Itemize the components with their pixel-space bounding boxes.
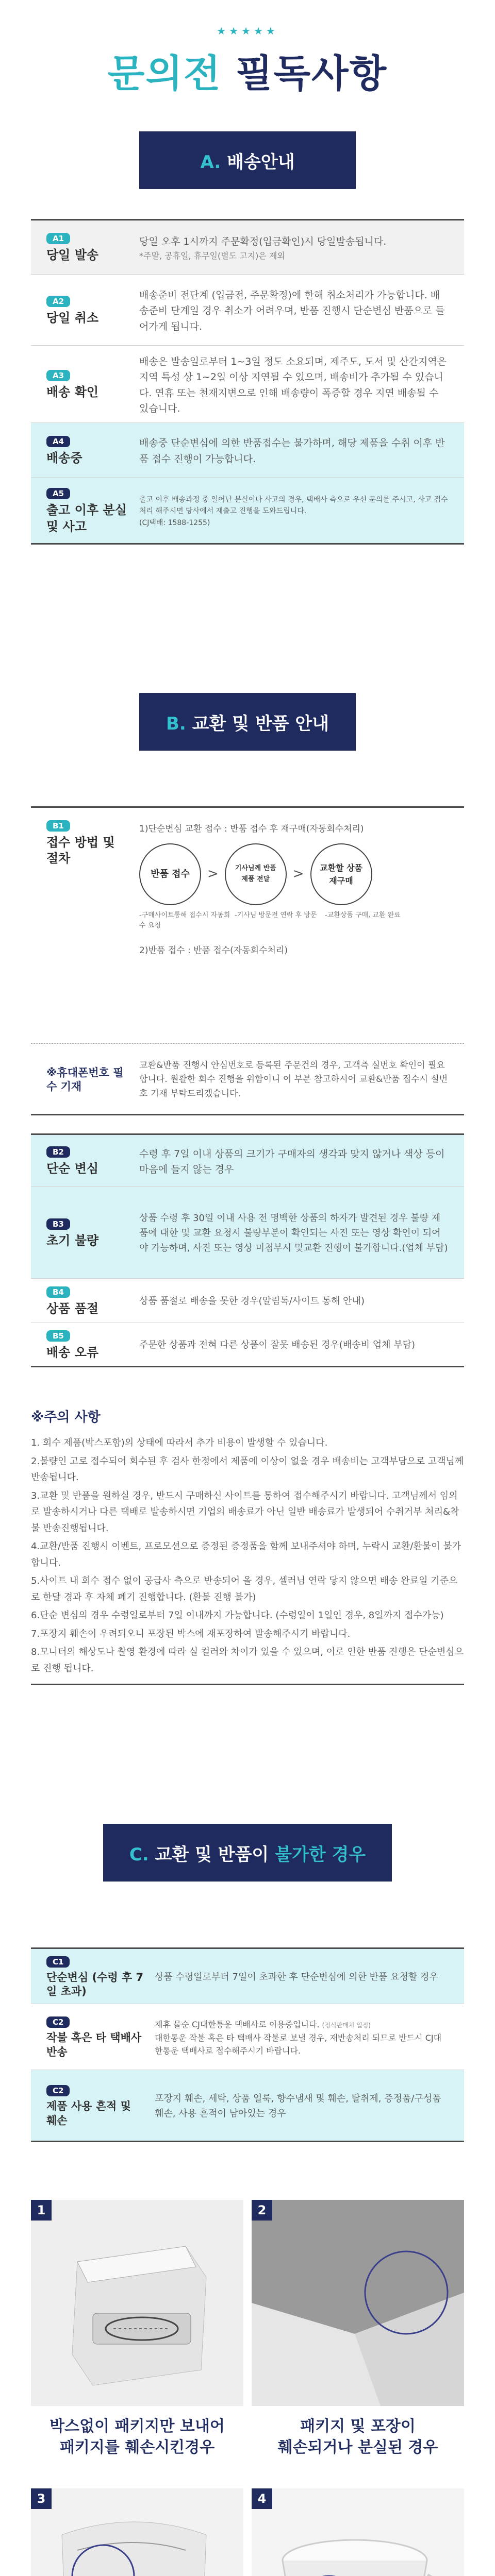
table-row <box>31 2004 464 2070</box>
row-text: 출고 이후 배송과정 중 일어난 분실이나 사고의 경우, 택배사 측으로 우선 문의를 주시고, 사고 접수처리 해주시면 당사에서 재출고 진행을 도와드립니다. <box>139 495 448 516</box>
row-label: 단순변심 (수령 후 7일 초과) <box>46 1971 144 1997</box>
divider <box>31 1684 464 1685</box>
title-part2: 필독사항 <box>236 52 388 96</box>
table-row <box>31 346 464 423</box>
row-text: 당일 오후 1시까지 주문확정(입금확인)시 당일발송됩니다. <box>139 236 387 247</box>
table-row <box>31 1279 464 1323</box>
row-label: 상품 품절 <box>46 1301 99 1316</box>
table-row <box>31 275 464 346</box>
photo-number: 1 <box>31 2200 52 2221</box>
section-a-table <box>31 219 464 545</box>
section-c-title1: 교환 및 반품이 <box>155 1844 269 1865</box>
section-b-header <box>139 693 356 751</box>
row-badge: A5 <box>46 488 70 499</box>
section-c-header <box>103 1824 392 1882</box>
phone-required-text: 교환&반품 진행시 안심번호로 등록된 주문건의 경우, 고객측 실번호 확인이 필요합니다. 원활한 회수 진행을 위함이니 이 부분 참고하시어 교환&반품 접수시 실번호 기재 부탁드리겠습니다. <box>139 1060 448 1099</box>
row-text: 제휴 물순 CJ대한통운 택배사로 이용중입니다. <box>155 2020 320 2030</box>
row-badge: B4 <box>46 1286 70 1298</box>
table-row <box>31 1323 464 1367</box>
row-text: 상품 수령일로부터 7일이 초과한 후 단순변심에 의한 반품 요청할 경우 <box>155 1971 438 1982</box>
table-row <box>31 1187 464 1279</box>
table-row <box>31 1947 464 2004</box>
row-badge: B3 <box>46 1218 70 1230</box>
list-item: 2.불량인 고로 접수되어 회수된 후 검사 한정에서 제품에 이상이 없을 경우 배송비는 고객부담으로 고객님께 반송됩니다. <box>31 1455 464 1483</box>
table-row <box>31 1043 464 1115</box>
row-badge: B1 <box>46 820 70 832</box>
phone-required-label: ※휴대폰번호 필수 기재 <box>46 1066 124 1093</box>
row-badge: A2 <box>46 296 70 307</box>
row-text: 주문한 상품과 전혀 다른 상품이 잘못 배송된 경우(배송비 업체 부담) <box>139 1340 416 1351</box>
photo-caption <box>31 2416 243 2458</box>
table-row <box>31 1133 464 1187</box>
row-badge: C2 <box>46 2085 70 2096</box>
row-label: 단순 변심 <box>46 1161 99 1176</box>
row-label: 접수 방법 및 절차 <box>46 835 115 866</box>
photo-number: 3 <box>31 2488 52 2509</box>
used-cup-illustration <box>252 2488 464 2576</box>
caution-notes <box>31 1406 464 1685</box>
step1-text: 1)단순변심 교환 접수 : 반품 접수 후 재구매(자동회수처리) <box>139 824 364 834</box>
row-badge: A4 <box>46 436 70 447</box>
list-item: 5.사이트 내 회수 접수 없이 공급사 측으로 반송되어 올 경우, 셀러님 연락 닿지 않으면 배송 완료일 기준으로 한달 경과 후 자체 폐기 진행합니다. (환불 진행 불가) <box>31 1575 458 1603</box>
arrow-right-icon: > <box>207 866 219 882</box>
section-c-letter: C. <box>129 1844 149 1865</box>
row-badge: A3 <box>46 370 70 381</box>
torn-package-illustration <box>252 2200 464 2406</box>
section-b-table <box>31 806 464 1115</box>
row-label: 제품 사용 흔적 및 훼손 <box>46 2100 131 2127</box>
row-text: 배송중 단순변심에 의한 반품접수는 불가하며, 해당 제품을 수취 이후 반품 접수 진행이 가능합니다. <box>139 437 445 465</box>
row-note: *주말, 공휴일, 휴무일(별도 고지)은 제외 <box>139 251 285 261</box>
row-label: 배송 확인 <box>46 384 99 399</box>
caption-line: 패키지 및 포장이 <box>300 2417 416 2435</box>
section-b-table-2 <box>31 1133 464 1367</box>
row-text: 배송은 발송일로부터 1~3일 정도 소요되며, 제주도, 도서 및 산간지역은 지역 특성 상 1~2일 이상 지연될 수 있으며, 배송비가 추가될 수 있습니다. 연휴 또는 천재지변으로 인해 배송량이 폭증할 경우 지연 배송될 수 있습니다. <box>139 355 447 414</box>
row-label: 초기 불량 <box>46 1233 99 1248</box>
list-item: 4.교환/반품 진행시 이벤트, 프로모션으로 증정된 증정품을 함께 보내주셔야 하며, 누락시 교환/환불이 불가합니다. <box>31 1541 461 1568</box>
process-flow <box>139 843 449 905</box>
step2-text: 2)반품 접수 : 반품 접수(자동회수처리) <box>139 945 288 956</box>
table-row <box>31 2070 464 2142</box>
photo-number: 4 <box>252 2488 272 2509</box>
section-b-letter: B. <box>166 713 186 734</box>
photo-box-damaged <box>31 2200 243 2406</box>
row-label: 배송중 <box>46 450 82 465</box>
row-text: 수령 후 7일 이내 상품의 크기가 구매자의 생각과 맞지 않거나 색상 등이 마음에 들지 않는 경우 <box>139 1148 445 1175</box>
row-label: 당일 발송 <box>46 248 99 263</box>
header-stars: ★★★★★ <box>217 25 278 37</box>
row-label: 출고 이후 분실 및 사고 <box>46 503 127 534</box>
flow-step-repurchase: 교환할 상품 재구매 <box>310 843 372 905</box>
row-label: 당일 취소 <box>46 310 99 325</box>
row-badge: A1 <box>46 233 70 244</box>
list-item: 3.교환 및 반품을 원하실 경우, 반드시 구매하신 사이트를 통하여 접수해주시기 바랍니다. 고객님께서 임의로 발송하시거나 다른 택배로 발송하시면 기업의 배송료가 아닌 일반 배송료가 발생되어 수취거부 처리&착불 반송진행됩니다. <box>31 1490 459 1534</box>
photo-used-product <box>252 2488 464 2576</box>
list-item: 6.단순 변심의 경우 수령일로부터 7일 이내까지 가능합니다. (수령일이 1일인 경우, 8일까지 접수가능) <box>31 1610 444 1621</box>
flow-subtext <box>139 910 449 930</box>
caption-line: 훼손되거나 분실된 경우 <box>277 2438 438 2456</box>
row-label: 작불 혹은 타 택배사 반송 <box>46 2031 142 2058</box>
flow-step-pickup: 기사님께 반품제품 전달 <box>225 843 287 905</box>
flow-sub2: -기사님 방문전 연락 후 방문 <box>235 911 317 920</box>
caption-line: 박스없이 패키지만 보내어 <box>50 2417 225 2435</box>
row-text: 상품 수령 후 30일 이내 사용 전 명백한 상품의 하자가 발견된 경우 불량 제품에 대한 및 교환 요청시 불량부분이 확인되는 사진 또는 영상 확인이 되어야 가능하며, 사진 또는 영상 미첨부시 및교환 진행이 불가합니다.(업체 부담) <box>139 1213 448 1253</box>
title-part1: 문의전 <box>107 52 222 96</box>
section-c-title2: 불가한 경우 <box>275 1844 366 1865</box>
flow-sub3: -교환상품 구매, 교환 완료 <box>325 911 401 920</box>
photo-broken-product <box>31 2488 243 2576</box>
section-b-title: 교환 및 반품 안내 <box>192 713 329 734</box>
flow-step-return: 반품 접수 <box>139 843 201 905</box>
list-item: 7.포장지 훼손이 우려되오니 포장된 박스에 재포장하여 발송해주시기 바랍니다. <box>31 1628 351 1639</box>
table-row <box>31 478 464 545</box>
section-a-header <box>139 131 356 189</box>
row-badge: B2 <box>46 1146 70 1158</box>
photo-torn-package <box>252 2200 464 2406</box>
table-row <box>31 423 464 478</box>
arrow-right-icon: > <box>292 866 304 882</box>
row-text: 배송준비 전단계 (입금전, 주문확정)에 한해 취소처리가 가능합니다. 배송준비 단계일 경우 취소가 어려우며, 반품 진행시 단순변심 반품으로 들어가게 됩니다. <box>139 289 445 332</box>
section-a-letter: A. <box>200 151 221 173</box>
section-a-title: 배송안내 <box>227 151 295 173</box>
table-row <box>31 219 464 275</box>
photo-number: 2 <box>252 2200 272 2221</box>
notes-title: ※주의 사항 <box>31 1410 101 1425</box>
row-badge: C1 <box>46 1956 70 1968</box>
section-c-table <box>31 1947 464 2142</box>
page-title <box>0 43 495 98</box>
row-note: (CJ택배: 1588-1255) <box>139 518 210 527</box>
row-badge: C2 <box>46 2016 70 2028</box>
row-label: 배송 오류 <box>46 1345 99 1360</box>
row-text: 상품 품절로 배송을 못한 경우(알림톡/사이트 통해 안내) <box>139 1296 365 1307</box>
table-row <box>31 806 464 1043</box>
broken-product-illustration <box>31 2488 243 2576</box>
flow-sub1: -구매사이트통해 접수시 자동회수 요청 <box>139 911 230 929</box>
photo-caption <box>252 2416 464 2458</box>
row-badge: B5 <box>46 1330 70 1342</box>
notes-list <box>31 1435 464 1676</box>
package-illustration <box>31 2200 243 2406</box>
row-note: (정식판매처 일정) <box>322 2022 371 2029</box>
caption-line: 패키지를 훼손시킨경우 <box>59 2438 215 2456</box>
list-item: 8.모니터의 해상도나 촬영 환경에 따라 실 컬러와 차이가 있을 수 있으며, 이로 인한 반품 진행은 단순변심으로 진행 됩니다. <box>31 1647 464 1674</box>
row-text-2: 대한통운 작불 혹은 타 택배사 작불로 보낼 경우, 재반송처리 되므로 반드시 CJ대한통운 택배사로 접수해주시기 바랍니다. <box>155 2032 442 2056</box>
row-text: 포장지 훼손, 세탁, 상품 얼룩, 향수냄새 및 훼손, 탈취제, 증정품/구성품 훼손, 사용 흔적이 남아있는 경우 <box>155 2093 441 2119</box>
list-item: 1. 회수 제품(박스포함)의 상태에 따라서 추가 비용이 발생할 수 있습니다. <box>31 1437 328 1448</box>
